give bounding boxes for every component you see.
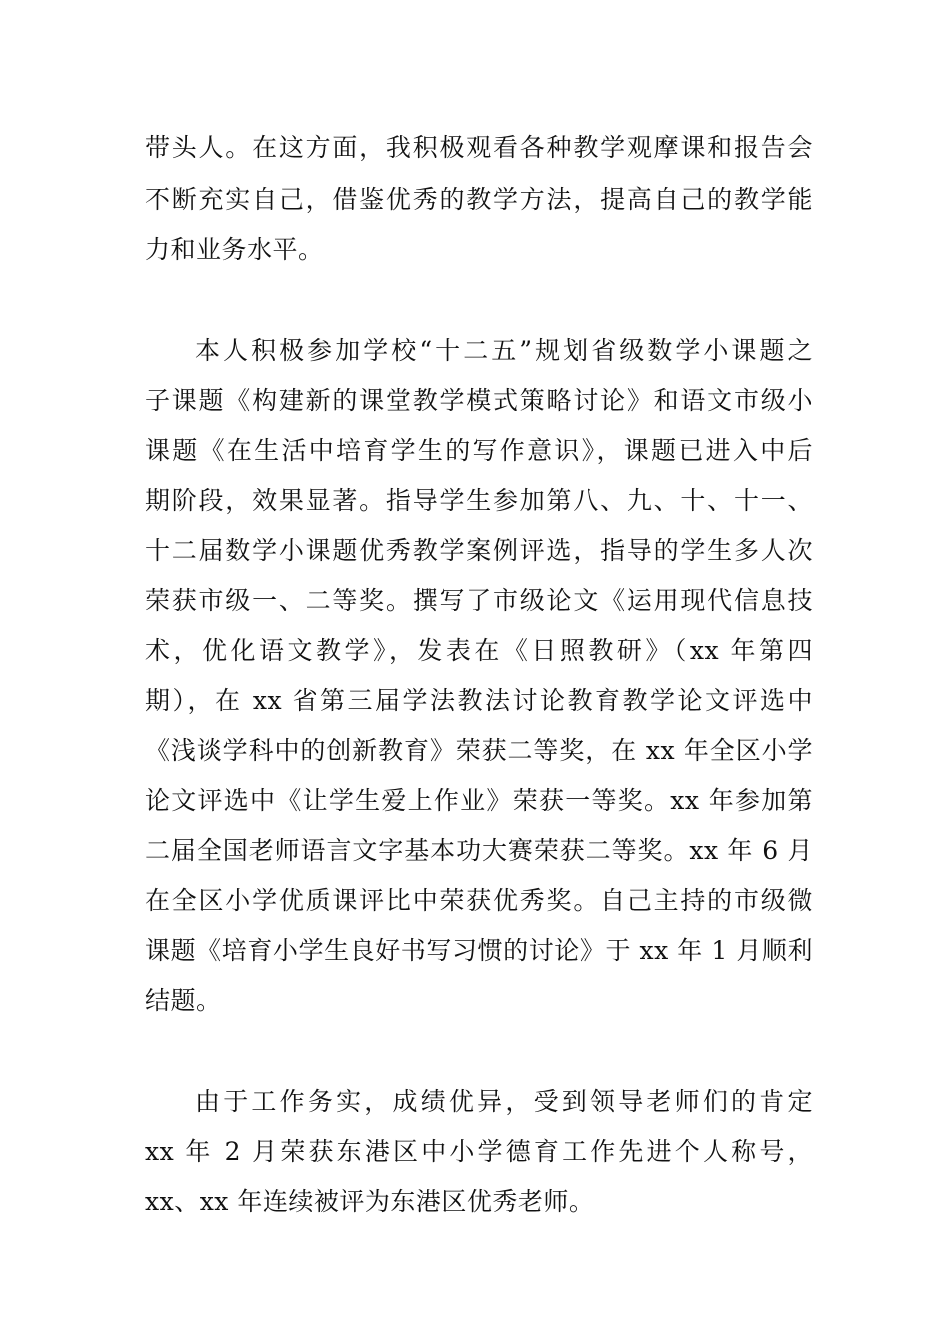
text-line: 课题《在生活中培育学生的写作意识》，课题已进入中后 — [145, 436, 813, 465]
text-line: 本人积极参加学校“十二五”规划省级数学小课题之 — [195, 336, 813, 365]
text-line: 期阶段，效果显著。指导学生参加第八、九、十、十一、 — [145, 486, 813, 515]
text-line: 期），在 xx 省第三届学法教法讨论教育教学论文评选中 — [145, 686, 813, 715]
text-line: 子课题《构建新的课堂教学模式策略讨论》和语文市级小 — [145, 386, 813, 415]
text-line: 论文评选中《让学生爱上作业》荣获一等奖。xx 年参加第 — [145, 786, 813, 815]
text-line: 在全区小学优质课评比中荣获优秀奖。自己主持的市级微 — [145, 886, 813, 915]
text-line: 荣获市级一、二等奖。撰写了市级论文《运用现代信息技 — [145, 586, 813, 615]
text-line: 力和业务水平。 — [145, 235, 324, 264]
text-line: 由于工作务实，成绩优异，受到领导老师们的肯定 — [195, 1087, 813, 1116]
text-line: 术，优化语文教学》，发表在《日照教研》（xx 年第四 — [145, 636, 813, 665]
text-line: 二届全国老师语言文字基本功大赛荣获二等奖。xx 年 6 月 — [145, 836, 813, 865]
text-line: xx、xx 年连续被评为东港区优秀老师。 — [145, 1187, 595, 1216]
text-line: 不断充实自己，借鉴优秀的教学方法，提高自己的教学能 — [145, 185, 813, 214]
text-line: 带头人。在这方面，我积极观看各种教学观摩课和报告会 — [145, 133, 813, 162]
text-line: 《浅谈学科中的创新教育》荣获二等奖，在 xx 年全区小学 — [145, 736, 813, 765]
text-line: 十二届数学小课题优秀教学案例评选，指导的学生多人次 — [145, 536, 813, 565]
text-line: 结题。 — [145, 986, 222, 1015]
text-line: 课题《培育小学生良好书写习惯的讨论》于 xx 年 1 月顺利 — [145, 936, 813, 965]
text-line: xx 年 2 月荣获东港区中小学德育工作先进个人称号， — [145, 1137, 813, 1166]
